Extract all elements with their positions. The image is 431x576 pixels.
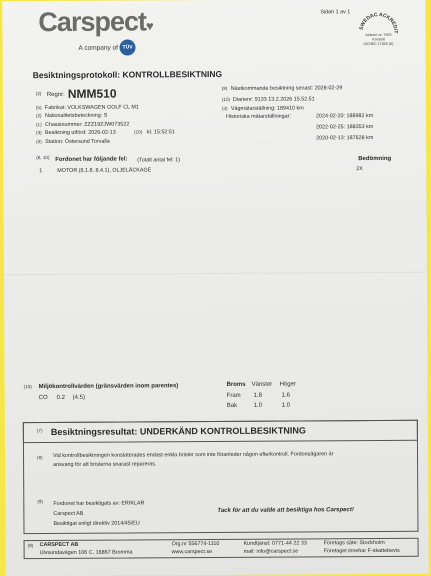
brake-row-label: Fram <box>226 392 241 399</box>
defect-description: MOTOR (6.1.8, 8.4.1), OLJELÄCKAGE <box>57 167 152 174</box>
fold-line <box>4 272 427 276</box>
regnr-value: NMM510 <box>67 86 117 101</box>
brake-row-label: Bak <box>226 402 238 409</box>
besiktning-klocka: kl. 15:52:51 <box>147 129 175 136</box>
defects-heading: Fordonet har följande fel: <box>55 156 128 163</box>
historisk-matarstallning: 2024-02-20: 188982 km <box>315 113 374 120</box>
seal-line-1: Ackred. nr. 7953 <box>365 32 392 38</box>
field-number: (2) <box>35 91 42 97</box>
brake-header-broms: Broms <box>226 381 246 388</box>
field-number: (8) <box>221 85 228 91</box>
station: Station: Östersund Torvalla <box>45 138 110 146</box>
historisk-matarstallning: 2022-02-25: 188353 km <box>316 124 374 131</box>
brake-right-value: 1.0 <box>281 402 291 409</box>
brake-left-value: 1.8 <box>253 392 263 399</box>
logo-text: Carspect <box>38 6 147 38</box>
chassinummer: Chassinummer: ZZZ19ZJW073522 <box>44 121 130 129</box>
co-limit: (4.5) <box>72 394 86 401</box>
regnr-label: Regnr: <box>46 91 65 99</box>
diarienummer: Diarienr: 9133 13.2.2026 15.52.51 <box>232 96 315 103</box>
defect-rating: 2X <box>356 166 363 173</box>
tagline: A company of <box>78 44 118 52</box>
carspect-logo <box>38 6 152 38</box>
field-number: (9) <box>27 543 34 549</box>
footer-email[interactable]: mail: info@carspect.se <box>243 548 299 555</box>
defect-number: 1 <box>39 168 43 175</box>
fabrikat: Fabrikat: VOLKSWAGEN GOLF CL M1 <box>44 104 139 112</box>
seal-line-3: ISO/IEC 17020 (A) <box>363 41 394 47</box>
brake-left-value: 1.0 <box>253 402 263 409</box>
historisk-matarstallning: 2020-02-13: 187628 km <box>316 135 374 142</box>
field-number: (10) <box>23 384 32 390</box>
nationalitet: Nationalitetsbeteckning: S <box>44 112 108 120</box>
field-number: (9) <box>37 499 43 505</box>
field-number: (10) <box>221 96 231 102</box>
directive: Besiktigat enligt direktiv 2014/45/EU <box>53 520 140 527</box>
besiktning-utford: Besiktning utförd: 2026-02-13 <box>45 129 116 137</box>
thanks-message: Tack för att du valde att besiktiga hos Carspect! <box>217 507 354 514</box>
page-indicator: Sidan 1 av 1 <box>320 9 351 16</box>
environment-heading: Miljökontrollvärden (gränsvärden inom parentes) <box>38 383 179 391</box>
field-number: (10) <box>134 129 143 135</box>
field-number: (8) <box>37 455 43 461</box>
historiska-label: Historiska mätarställningar: <box>225 113 291 120</box>
field-number: (7) <box>36 428 43 434</box>
footer-kundtjanst: Kundtjänst: 0771-44 22 33 <box>243 540 307 547</box>
field-number: (5) <box>35 105 42 111</box>
defects-total: (Totalt antal fel: 1) <box>137 157 181 164</box>
bedomning-label: Bedömning <box>358 155 392 163</box>
footer-website[interactable]: www.carspect.se <box>171 549 213 556</box>
footer-company: CARSPECT AB <box>39 541 79 549</box>
footer-fskatt: Företaget innehar F-skattebevis <box>323 547 400 555</box>
heart-icon: ♥ <box>145 18 153 34</box>
co-value: 0.2 <box>56 394 66 401</box>
field-number: (2) <box>35 113 42 119</box>
nasta-besiktning: Nästkommande besiktning senast: 2028-02-29 <box>230 85 343 92</box>
field-number: (3) <box>36 139 42 145</box>
result-info-line-1: Vid kontrollbesiktningen konstaterades endast enkla brister som inte föranleder någon efterkontroll. Fordonsägaren är <box>53 451 334 459</box>
vagmatarstallning: Vägmätarställning: 189410 km <box>230 105 304 112</box>
result-heading: Besiktningsresultat: UNDERKÄND KONTROLLBESIKTNING <box>50 425 306 438</box>
co-label: CO <box>38 395 48 402</box>
seal-line-2: Kontroll <box>372 37 385 42</box>
brake-right-value: 1.6 <box>281 392 291 399</box>
inspection-protocol-page <box>2 0 429 576</box>
inspector-line: Fordonet har besiktigats av: ERIKLAR <box>53 500 145 507</box>
seal-ring-text: SWEDAC ACKREDITERING <box>358 11 399 34</box>
brake-header-hoger: Höger <box>279 381 296 388</box>
field-number: (6, 10) <box>36 155 50 161</box>
footer-sate: Företags säte: Stockholm <box>323 539 385 547</box>
footer-orgnr: Org.nr 556774-1110 <box>171 540 220 548</box>
svg-text:SWEDAC ACKREDITERING <box>354 6 398 34</box>
protocol-title: Besiktningsprotokoll: KONTROLLBESIKTNING <box>32 68 223 81</box>
footer-address: Ulvsundavägen 106 C, 16867 Bromma <box>39 549 133 557</box>
field-number: (1) <box>35 122 42 128</box>
swedac-seal-icon <box>354 6 402 54</box>
field-number: (3) <box>36 130 42 136</box>
brake-header-vanster: Vänster <box>251 381 273 388</box>
field-number: (4) <box>221 105 228 111</box>
tuv-badge-icon: TÜV <box>119 39 135 55</box>
result-company: Carspect AB <box>53 510 84 517</box>
result-info-line-2: ansvarig för att bristerna snarast repareras. <box>53 461 157 468</box>
